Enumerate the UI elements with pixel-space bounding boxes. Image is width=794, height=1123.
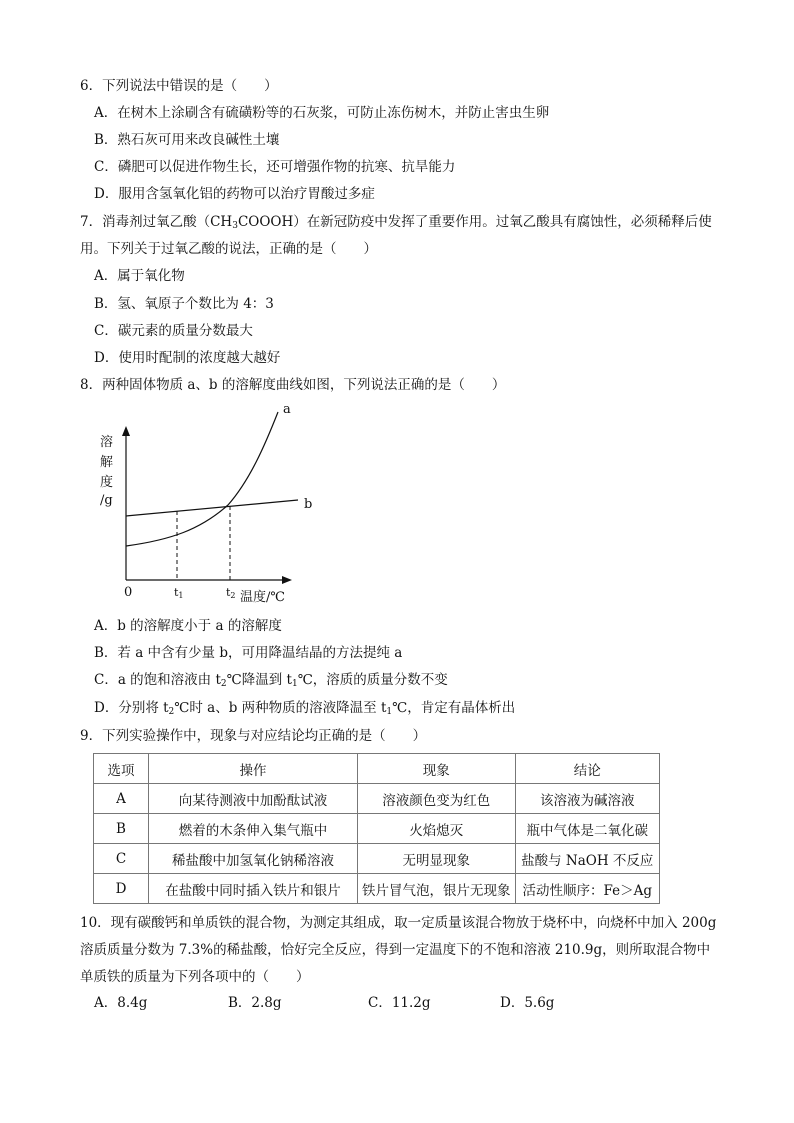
experiment-table (93, 753, 660, 904)
q10-option-c: C．11.2g (368, 995, 431, 1011)
x-axis-label: 温度/℃ (240, 590, 285, 605)
table-cell: 盐酸与 NaOH 不反应 (515, 844, 660, 874)
table-row (94, 874, 660, 904)
y-label-1: 溶 (100, 435, 114, 450)
y-axis-arrow (122, 426, 130, 436)
q8-option-c: C．a 的饱和溶液由 $t_2℃$降温到 $t_1℃$，溶质的质量分数不变 (94, 672, 448, 689)
table-cell: 该溶液为碱溶液 (515, 784, 660, 814)
q7-stem-line2: 用。下列关于过氧乙酸的说法，正确的是（ ） (80, 241, 377, 257)
table-row (94, 814, 660, 844)
table-cell: D (94, 874, 149, 904)
q7-option-d: D．使用时配制的浓度越大越好 (94, 350, 281, 366)
y-label-4: /g (100, 493, 113, 508)
q8-stem: 8．两种固体物质 a、b 的溶解度曲线如图，下列说法正确的是（ ） (80, 377, 506, 393)
q10-option-a: A．8.4g (94, 995, 148, 1011)
table-cell: 瓶中气体是二氧化碳 (515, 814, 660, 844)
table-header-row (94, 754, 660, 784)
q7-option-b: B．氢、氧原子个数比为 4：3 (94, 296, 274, 312)
table-cell: 稀盐酸中加氢氧化钠稀溶液 (149, 844, 358, 874)
header-option: 选项 (94, 754, 149, 784)
q10-option-d: D．5.6g (500, 995, 555, 1011)
q7-option-a: A．属于氧化物 (94, 268, 185, 284)
table-row (94, 784, 660, 814)
table-cell: 活动性顺序：Fe＞Ag (515, 874, 660, 904)
origin-label: 0 (124, 585, 133, 600)
table-cell: A (94, 784, 149, 814)
table-cell: 燃着的木条伸入集气瓶中 (149, 814, 358, 844)
q8-option-b: B．若 a 中含有少量 b，可用降温结晶的方法提纯 a (94, 645, 403, 661)
table-cell: 火焰熄灭 (358, 814, 516, 844)
x-axis-arrow (282, 576, 292, 584)
solubility-graph (90, 400, 330, 610)
table-cell: 向某待测液中加酚酞试液 (149, 784, 358, 814)
y-label-3: 度 (100, 475, 114, 490)
curve-a (126, 412, 278, 546)
header-conclusion: 结论 (515, 754, 660, 784)
table-cell: 在盐酸中同时插入铁片和银片 (149, 874, 358, 904)
q10-option-b: B．2.8g (228, 995, 282, 1011)
q9-stem: 9．下列实验操作中，现象与对应结论均正确的是（ ） (80, 728, 427, 744)
curve-b (126, 500, 298, 516)
t2-label: t2 (226, 586, 236, 600)
header-operation: 操作 (149, 754, 358, 784)
header-phenomenon: 现象 (358, 754, 516, 784)
q6-option-a: A．在树木上涂刷含有硫磺粉等的石灰浆，可防止冻伤树木，并防止害虫生卵 (94, 105, 550, 121)
q7-option-c: C．碳元素的质量分数最大 (94, 323, 253, 339)
table-cell: C (94, 844, 149, 874)
table-cell: 无明显现象 (358, 844, 516, 874)
table-row (94, 844, 660, 874)
t1-label: t1 (174, 586, 184, 600)
q8-option-a: A．b 的溶解度小于 a 的溶解度 (94, 618, 282, 634)
table-cell: 铁片冒气泡，银片无现象 (358, 874, 516, 904)
q10-stem: 10．现有碳酸钙和单质铁的混合物，为测定其组成，取一定质量该混合物放于烧杯中，向烧杯中加入 200g 溶质质量分数为 7.3%的稀盐酸，恰好完全反应，得到一定温度下的不饱和溶液 210.9g，则所取混合物中单质铁的质量为下列各项中的（ ） (80, 915, 717, 985)
y-label-2: 解 (100, 455, 114, 470)
curve-a-label: a (283, 402, 291, 417)
q6-option-c: C．磷肥可以促进作物生长，还可增强作物的抗寒、抗旱能力 (94, 159, 456, 175)
q7-stem-line1: 7．消毒剂过氧乙酸$(CH_3COOOH)$在新冠防疫中发挥了重要作用。过氧乙酸具有腐蚀性，必须稀释后使 (80, 214, 712, 231)
q8-option-d: D．分别将 $t_2℃$时 a、b 两种物质的溶液降温至 $t_1℃$，肯定有晶体析出 (94, 700, 516, 717)
table-cell: 溶液颜色变为红色 (358, 784, 516, 814)
curve-b-label: b (304, 497, 313, 512)
q6-option-b: B．熟石灰可用来改良碱性土壤 (94, 132, 280, 148)
q6-stem: 6．下列说法中错误的是（ ） (80, 78, 278, 94)
table-cell: B (94, 814, 149, 844)
q6-option-d: D．服用含氢氧化铝的药物可以治疗胃酸过多症 (94, 186, 375, 202)
